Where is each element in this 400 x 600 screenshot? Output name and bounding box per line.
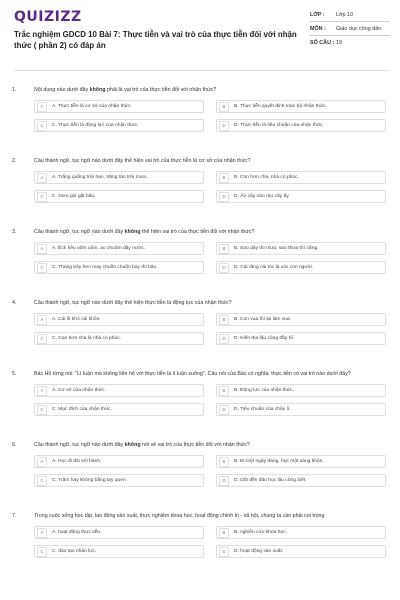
meta-subject-row (310, 26, 390, 32)
option-letter: A (37, 528, 47, 538)
option-letter: A (37, 173, 47, 183)
option-c[interactable] (34, 332, 204, 345)
option-text: A. Trăng quầng trời hạn, trăng tán trời mưa. (52, 175, 148, 180)
option-letter: B (219, 173, 229, 183)
option-letter: A (37, 102, 47, 112)
question-text: Câu thành ngữ, tục ngữ nào dưới đây thể hiện thực tiễn là động lực của nhận thức? (34, 300, 232, 306)
worksheet-meta (310, 12, 390, 46)
option-c[interactable] (34, 261, 204, 274)
option-text: A. Học đi đôi với hành. (52, 459, 102, 464)
question-number: 3. (12, 229, 17, 235)
question-number: 5. (12, 371, 17, 377)
option-b[interactable] (216, 100, 386, 113)
option-d[interactable] (216, 261, 386, 274)
option-d[interactable] (216, 190, 386, 203)
option-a[interactable] (34, 313, 204, 326)
option-text: B. Con hơn cha, nhà có phúc. (234, 175, 299, 180)
option-b[interactable] (216, 526, 386, 539)
option-letter: A (37, 386, 47, 396)
option-b[interactable] (216, 171, 386, 184)
question-text: Câu thành ngữ, tục ngữ nào dưới đây không thể hiện vai trò của thực tiễn đối với nhận thức? (34, 229, 255, 235)
option-text: C. đào tạo nhân lực. (52, 549, 97, 554)
option-letter: D (219, 405, 229, 415)
option-letter: C (37, 476, 47, 486)
option-letter: C (37, 405, 47, 415)
question-4 (12, 299, 386, 370)
question-1 (12, 86, 386, 157)
option-text: A. Cơ sở của nhận thức. (52, 388, 106, 393)
option-letter: D (219, 547, 229, 557)
option-c[interactable] (34, 545, 204, 558)
option-letter: B (219, 457, 229, 467)
option-letter: D (219, 476, 229, 486)
question-list (12, 86, 386, 583)
option-letter: D (219, 121, 229, 131)
option-letter: D (219, 334, 229, 344)
option-text: B. nghiên cứu khoa học. (234, 530, 288, 535)
quizizz-logo: QUIZIZZ (14, 9, 82, 25)
option-text: B. Đi một ngày đàng, học một sàng khôn. (234, 459, 324, 464)
option-text: C. Gieo gió gặt bão. (52, 194, 96, 199)
meta-subject-label: MÔN : (310, 26, 326, 32)
option-a[interactable] (34, 242, 204, 255)
question-5 (12, 370, 386, 441)
option-a[interactable] (34, 455, 204, 468)
meta-subject-value: Giáo dục công dân (336, 26, 382, 32)
question-number: 6. (12, 442, 17, 448)
option-text: D. Dốt đến đâu học lâu cũng biết. (234, 478, 307, 483)
option-text: C. Mục đích của nhận thức. (52, 407, 113, 412)
option-letter: D (219, 263, 229, 273)
option-a[interactable] (34, 100, 204, 113)
option-letter: D (219, 192, 229, 202)
option-d[interactable] (216, 403, 386, 416)
option-c[interactable] (34, 474, 204, 487)
option-text: C. Con hơn cha là nhà có phúc. (52, 336, 122, 341)
option-letter: B (219, 102, 229, 112)
option-text: C. Tháng bảy heo may chuồn chuồn bay thì bão. (52, 265, 158, 270)
meta-count-row (310, 40, 390, 46)
option-letter: C (37, 547, 47, 557)
question-text: Bác Hồ từng nói: "Lí luận mà không liên hệ với thực tiễn là lí luận suông". Câu nói của Bác có nghĩa: thực tiễn có vai trò nào dưới đây? (34, 371, 351, 377)
question-text: Câu thành ngữ, tục ngữ nào dưới đây không nói về vai trò của thực tiễn đối với nhận thức? (34, 442, 250, 448)
option-letter: C (37, 334, 47, 344)
meta-divider (310, 35, 390, 36)
meta-count-value: 19 (336, 40, 342, 46)
option-b[interactable] (216, 313, 386, 326)
option-text: C. Thực tiễn là động lực của nhận thức. (52, 123, 139, 128)
option-text: B. Con vua thì lại làm vua. (234, 317, 292, 322)
question-number: 7. (12, 513, 17, 519)
option-letter: B (219, 386, 229, 396)
option-b[interactable] (216, 242, 386, 255)
option-text: D. hoạt động sản xuất. (234, 549, 284, 554)
option-d[interactable] (216, 119, 386, 132)
question-2 (12, 157, 386, 228)
option-d[interactable] (216, 332, 386, 345)
option-letter: C (37, 121, 47, 131)
option-letter: B (219, 244, 229, 254)
option-text: B. Sao dày thì mưa, sao thưa thì nắng. (234, 246, 319, 251)
header-divider (14, 70, 390, 71)
option-letter: C (37, 192, 47, 202)
option-text: A. Thực tiễn là cơ sở của nhận thức. (52, 104, 132, 109)
meta-divider (310, 21, 390, 22)
option-c[interactable] (34, 403, 204, 416)
option-letter: A (37, 244, 47, 254)
option-a[interactable] (34, 171, 204, 184)
question-number: 4. (12, 300, 17, 306)
option-text: A. Ếch kêu uôm uôm, ao chuôm đầy nước. (52, 246, 146, 251)
question-number: 2. (12, 158, 17, 164)
meta-class-row (310, 12, 390, 18)
option-letter: B (219, 528, 229, 538)
option-letter: C (37, 263, 47, 273)
option-a[interactable] (34, 384, 204, 397)
option-b[interactable] (216, 384, 386, 397)
question-text: Trong cuộc sống học tập, lao động sản xuất, thực nghiệm khoa học, hoạt động chính trị - xã hội, chúng ta cần phải coi trọng (34, 513, 325, 519)
question-text: Nội dung nào dưới đây không phải là vai trò của thực tiễn đối với nhận thức? (34, 87, 217, 93)
option-letter: A (37, 457, 47, 467)
option-c[interactable] (34, 119, 204, 132)
option-text: C. Trăm hay không bằng tay quen. (52, 478, 128, 483)
meta-class-value: Lớp 10 (336, 12, 354, 18)
question-number: 1. (12, 87, 17, 93)
question-7 (12, 512, 386, 583)
option-a[interactable] (34, 526, 204, 539)
question-text: Câu thành ngữ, tục ngữ nào dưới đây thể hiện vai trò của thực tiễn là cơ sở của nhận thức? (34, 158, 251, 164)
question-6 (12, 441, 386, 512)
worksheet-header (0, 0, 400, 70)
option-text: A. Cái lõ khó cái khôn. (52, 317, 101, 322)
option-d[interactable] (216, 545, 386, 558)
option-b[interactable] (216, 455, 386, 468)
meta-count-label: SỐ CÂU : (310, 40, 335, 46)
option-text: D. Ăn cây nào rào cây ấy. (234, 194, 290, 199)
option-text: D. Kiến tha lâu cũng đầy tổ. (234, 336, 295, 341)
option-letter: B (219, 315, 229, 325)
option-text: D. Tiêu chuẩn của chân lí. (234, 407, 291, 412)
meta-class-label: LỚP : (310, 12, 325, 18)
option-text: D. Thực tiễn là tiêu chuẩn của nhận thức. (234, 123, 324, 128)
option-text: D. Cái răng cái tóc là vóc con người. (234, 265, 314, 270)
option-d[interactable] (216, 474, 386, 487)
worksheet-title: Trắc nghiệm GDCD 10 Bài 7: Thực tiễn và vai trò của thực tiễn đối với nhận thức ( phần 2) có đáp án (14, 30, 297, 50)
option-text: B. Động lực của nhận thức. (234, 388, 294, 393)
question-3 (12, 228, 386, 299)
option-letter: A (37, 315, 47, 325)
option-text: B. Thực tiễn quyết định toàn bộ nhận thức. (234, 104, 327, 109)
option-text: A. hoạt động thực tiễn. (52, 530, 102, 535)
option-c[interactable] (34, 190, 204, 203)
